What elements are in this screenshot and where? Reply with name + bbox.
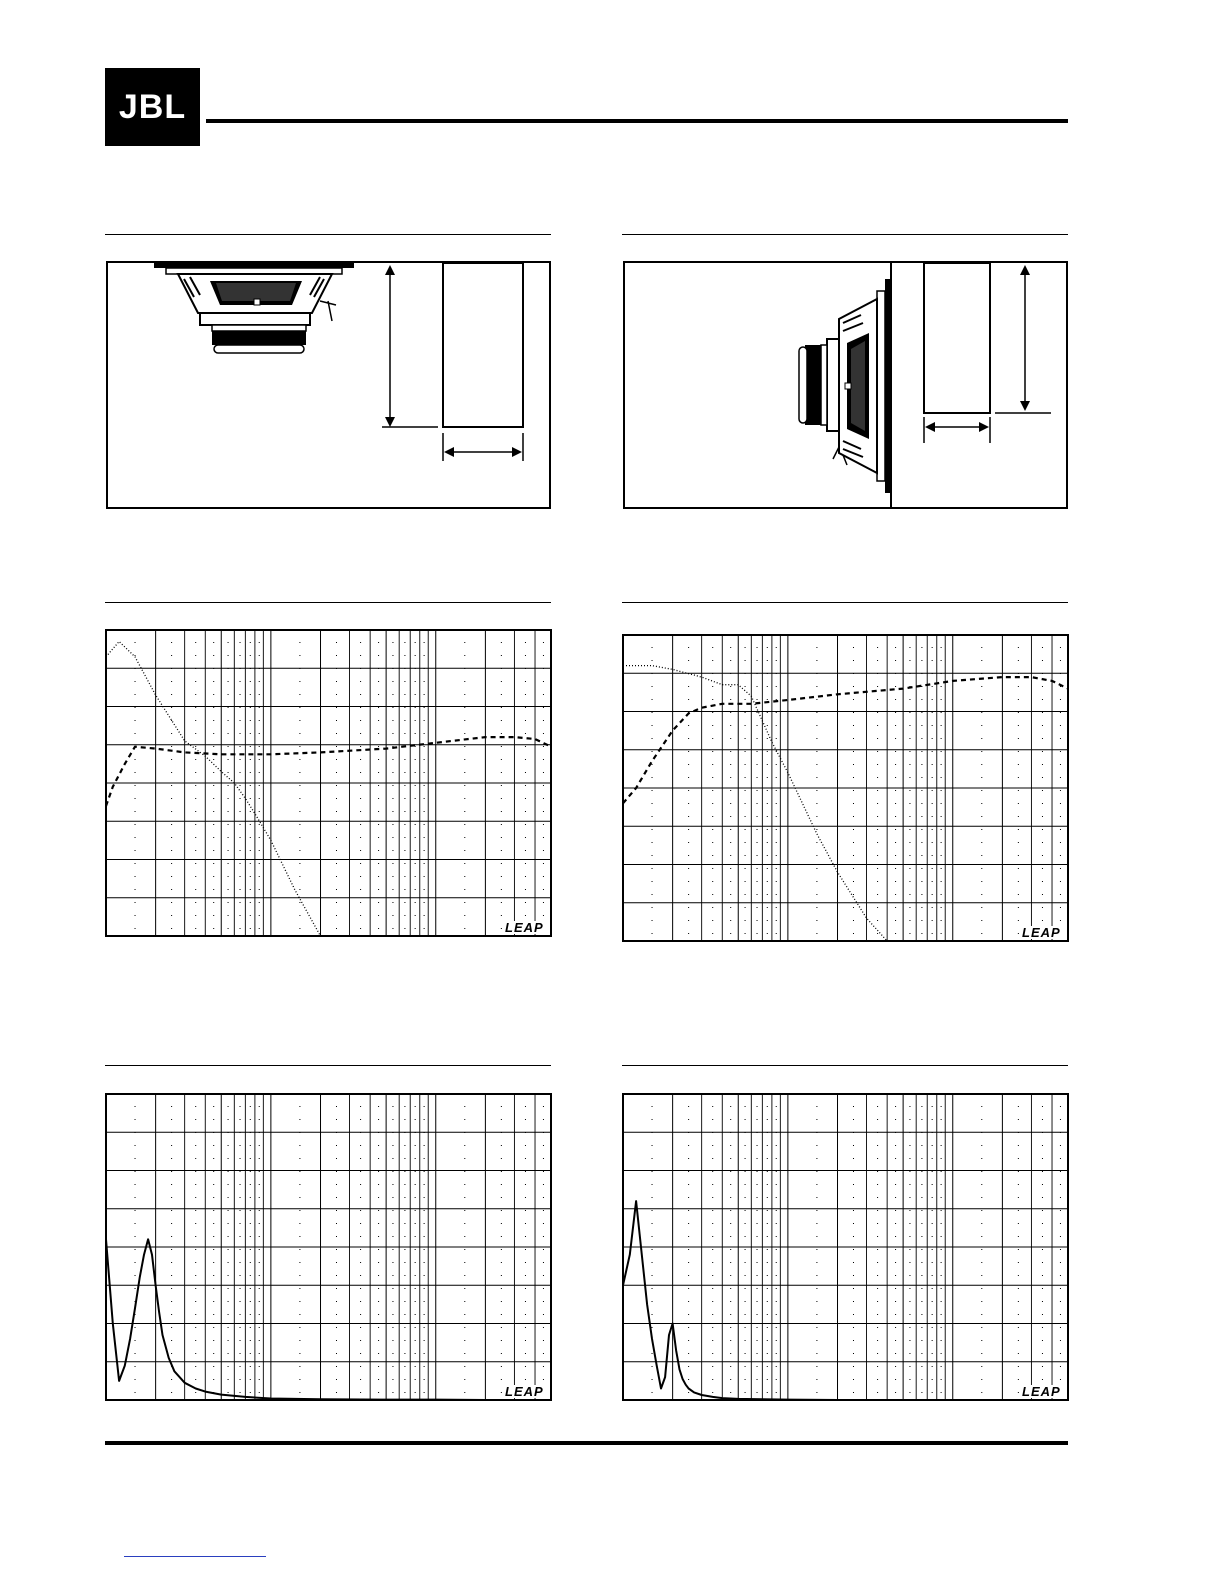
leap-watermark: LEAP — [1022, 1384, 1061, 1399]
leap-watermark: LEAP — [1022, 925, 1061, 940]
section-rule-left-3 — [105, 1065, 551, 1066]
footer-rule — [105, 1441, 1068, 1445]
header-rule — [206, 119, 1068, 123]
leap-watermark: LEAP — [505, 1384, 544, 1399]
section-rule-left-2 — [105, 602, 551, 603]
frequency-response-chart-vented — [622, 634, 1069, 942]
section-rule-right-2 — [622, 602, 1068, 603]
logo-text: JBL — [118, 88, 187, 126]
frequency-response-chart-sealed — [105, 629, 552, 937]
sealed-enclosure-diagram — [106, 261, 551, 509]
leap-watermark: LEAP — [505, 920, 544, 935]
sealed-speaker-illustration — [106, 261, 551, 509]
section-rule-right-1 — [622, 234, 1068, 235]
footer-link-underline — [124, 1556, 266, 1557]
section-rule-right-3 — [622, 1065, 1068, 1066]
impedance-chart-vented — [622, 1093, 1069, 1401]
impedance-chart-sealed — [105, 1093, 552, 1401]
section-rule-left-1 — [105, 234, 551, 235]
jbl-logo — [105, 68, 200, 146]
vented-enclosure-diagram — [623, 261, 1068, 509]
vented-speaker-illustration — [623, 261, 1068, 509]
